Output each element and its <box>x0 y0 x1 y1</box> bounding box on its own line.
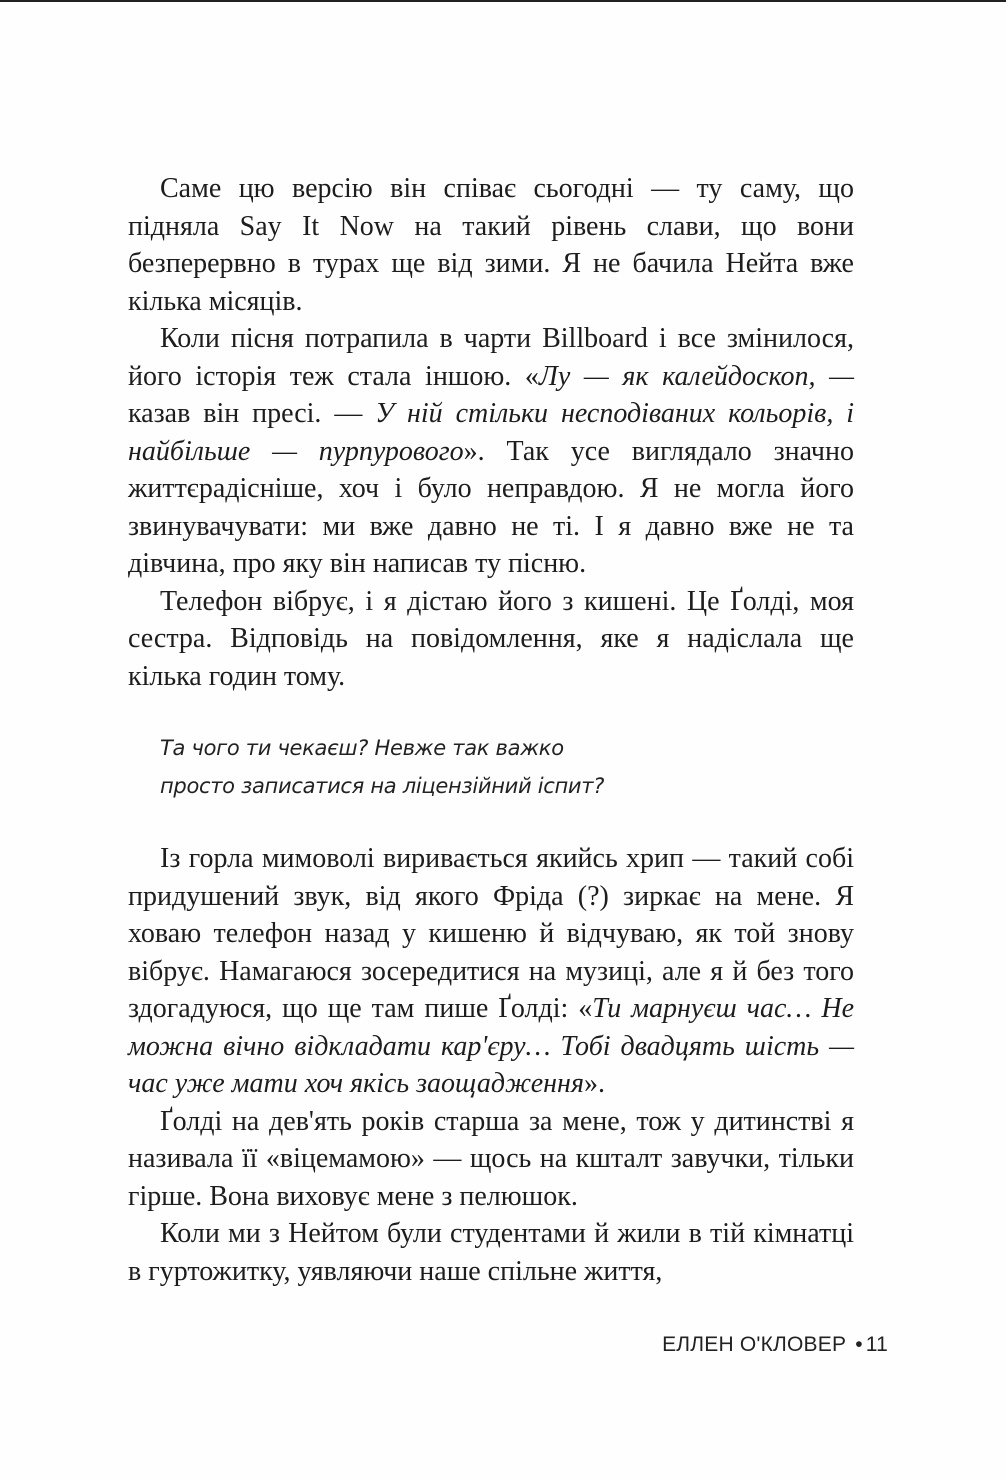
italic-text: У ній стільки несподіваних кольорів, і найбільше — пурпурового <box>128 398 854 467</box>
text-run: Із горла мимоволі виривається якийсь хрип — такий собі придушений звук, від якого Фріда (?) зиркає на мене. Я ховаю телефон назад у кишеню й відчуваю, як той знову вібрує. Намагаюся зосередитися на музиці, але я й без того здогадуюся, що ще там пише Ґолді: « <box>128 843 854 1024</box>
message-line: просто записатися на ліцензійний іспит? <box>160 774 605 798</box>
text-run: ». Так усе виглядало значно життєрадісніше, хоч і було неправдою. Я не могла його звинувачувати: ми вже давно не ті. І я давно вже не та дівчина, про яку він написав ту пісню. <box>128 435 854 579</box>
text-run: Коли ми з Нейтом були студентами й жили в тій кімнатці в гуртожитку, уявляючи наше спільне життя, <box>128 1218 854 1287</box>
text-run: Ґолді на дев'ять років старша за мене, тож у дитинстві я називала її «віцемамою» — щось на кшталт завучки, тільки гірше. Вона виховує мене з пелюшок. <box>128 1105 854 1212</box>
paragraph <box>128 170 854 320</box>
text-run: Саме цю версію він співає сьогодні — ту саму, що підняла Say It Now на такий рівень слави, що вони безперервно в турах ще від зими. Я не бачила Нейта вже кілька місяців. <box>128 173 854 317</box>
message-line: Та чого ти чекаєш? Невже так важко <box>160 736 564 760</box>
body-text-top <box>128 170 854 695</box>
bullet-separator: • <box>855 1333 863 1356</box>
paragraph <box>128 320 854 583</box>
page-number: 11 <box>865 1333 888 1356</box>
author-name: ЕЛЛЕН О'КЛОВЕР <box>662 1333 847 1356</box>
text-run: казав він пресі. — <box>128 398 376 429</box>
paragraph <box>128 1103 854 1216</box>
text-message-quote <box>160 729 800 805</box>
paragraph <box>128 583 854 696</box>
top-border-line <box>0 0 1006 2</box>
paragraph <box>128 840 854 1103</box>
page-footer <box>662 1330 888 1360</box>
text-run: ». <box>583 1068 605 1099</box>
text-run: Коли пісня потрапила в чарти Billboard і все змінилося, його історія теж стала іншою. « <box>128 323 854 392</box>
body-text-bottom <box>128 840 854 1290</box>
text-run: Телефон вібрує, і я дістаю його з кишені. Це Ґолді, моя сестра. Відповідь на повідомлення, яке я надіслала ще кілька годин тому. <box>128 585 854 692</box>
italic-text: Лу — як калейдоскоп, — <box>538 360 855 392</box>
italic-text: Ти марнуєш час… Не можна вічно відкладати кар'єру… Тобі двадцять шість — час уже мати хоч якісь заощадження <box>128 993 854 1099</box>
paragraph <box>128 1215 854 1290</box>
